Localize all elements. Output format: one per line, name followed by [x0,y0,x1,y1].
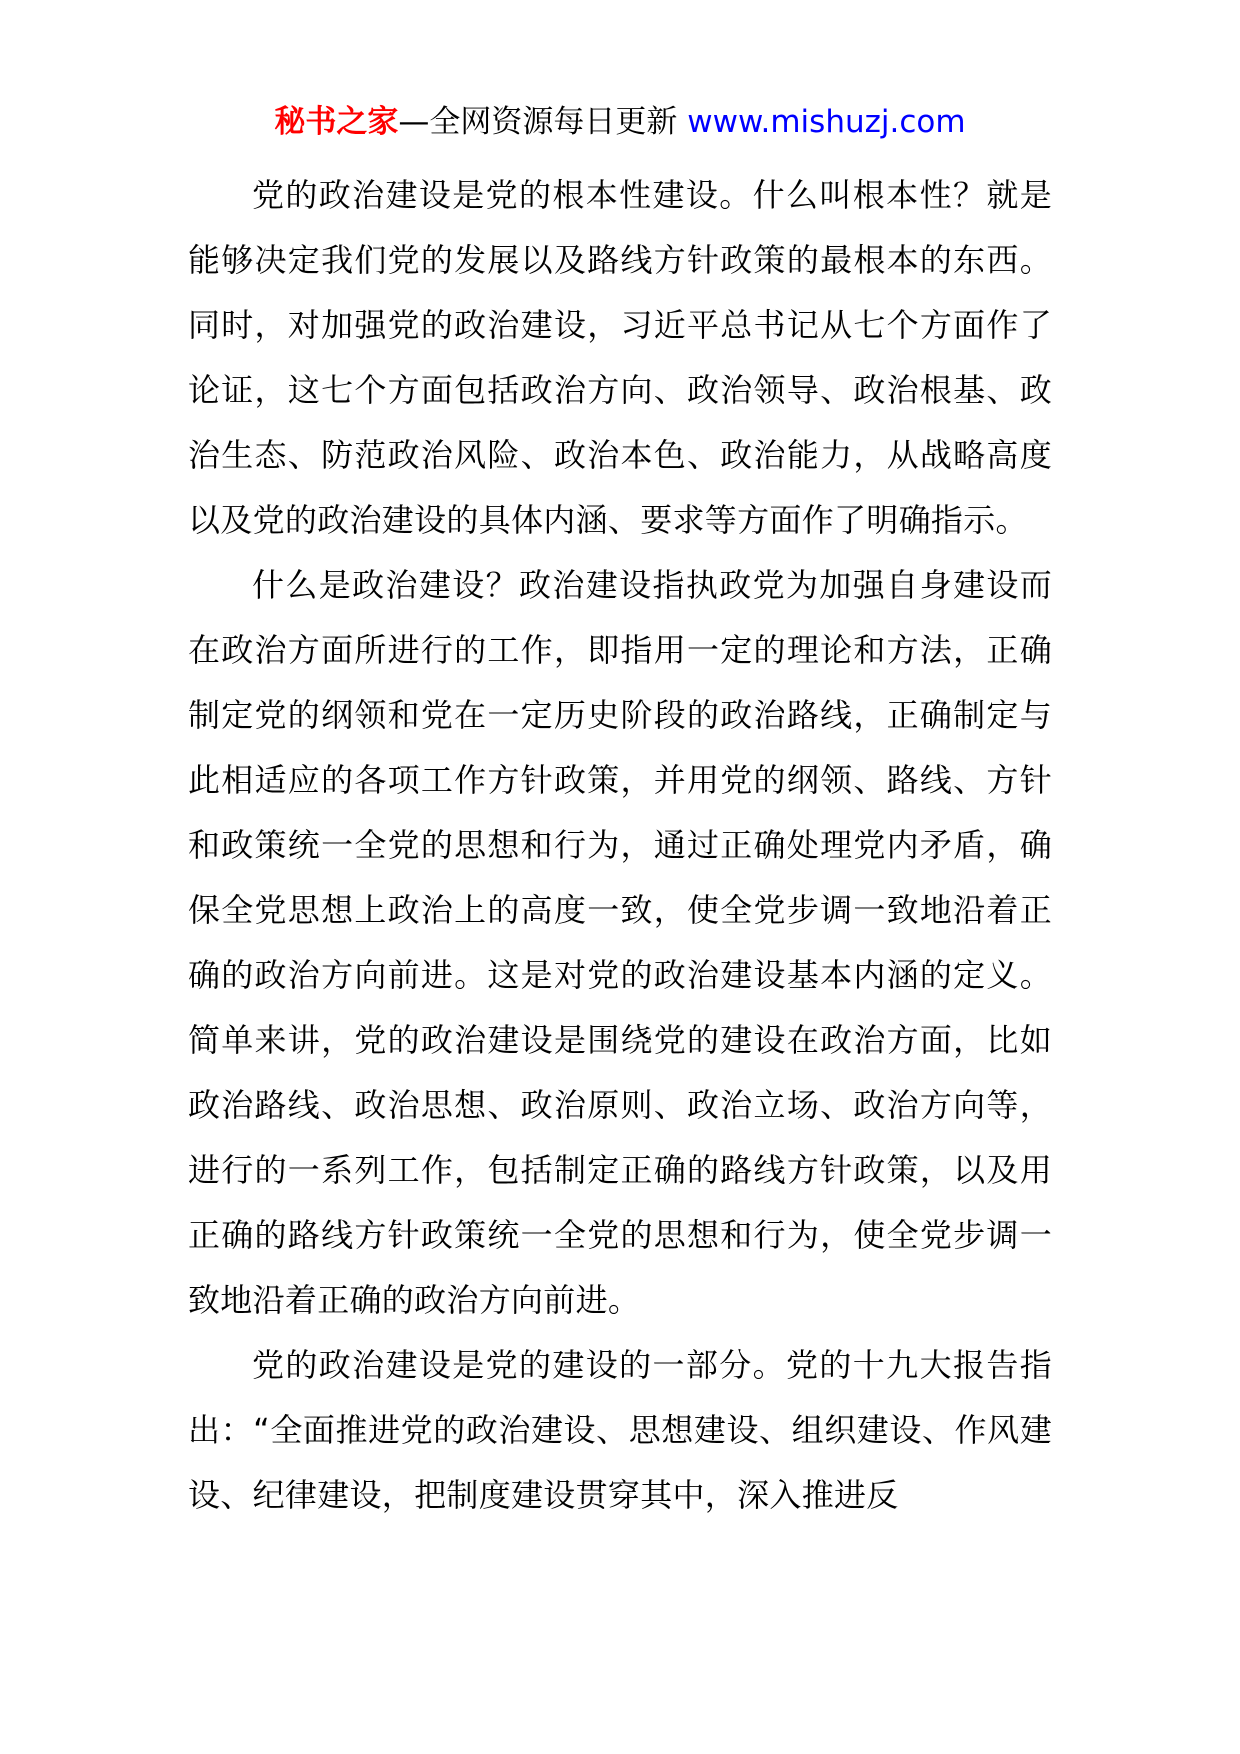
paragraph-1: 党的政治建设是党的根本性建设。什么叫根本性？就是能够决定我们党的发展以及路线方针政策的最根本的东西。同时，对加强党的政治建设，习近平总书记从七个方面作了论证，这七个方面包括政治方向、政治领导、政治根基、政治生态、防范政治风险、政治本色、政治能力，从战略高度以及党的政治建设的具体内涵、要求等方面作了明确指示。 [188,176,1052,539]
page-header [0,100,1240,144]
header-tagline: —全网资源每日更新 [398,104,688,140]
paragraph-3: 党的政治建设是党的建设的一部分。党的十九大报告指出：“全面推进党的政治建设、思想建设、组织建设、作风建设、纪律建设，把制度建设贯穿其中，深入推进反 [188,1346,1052,1514]
site-url-link[interactable]: www.mishuzj.com [687,104,966,140]
document-body [188,163,1052,1528]
paragraph-2: 什么是政治建设？政治建设指执政党为加强自身建设而在政治方面所进行的工作，即指用一定的理论和方法，正确制定党的纲领和党在一定历史阶段的政治路线，正确制定与此相适应的各项工作方针政策，并用党的纲领、路线、方针和政策统一全党的思想和行为，通过正确处理党内矛盾，确保全党思想上政治上的高度一致，使全党步调一致地沿着正确的政治方向前进。这是对党的政治建设基本内涵的定义。简单来讲，党的政治建设是围绕党的建设在政治方面，比如政治路线、政治思想、政治原则、政治立场、政治方向等，进行的一系列工作，包括制定正确的路线方针政策，以及用正确的路线方针政策统一全党的思想和行为，使全党步调一致地沿着正确的政治方向前进。 [188,566,1052,1319]
brand-name: 秘书之家 [274,104,399,140]
